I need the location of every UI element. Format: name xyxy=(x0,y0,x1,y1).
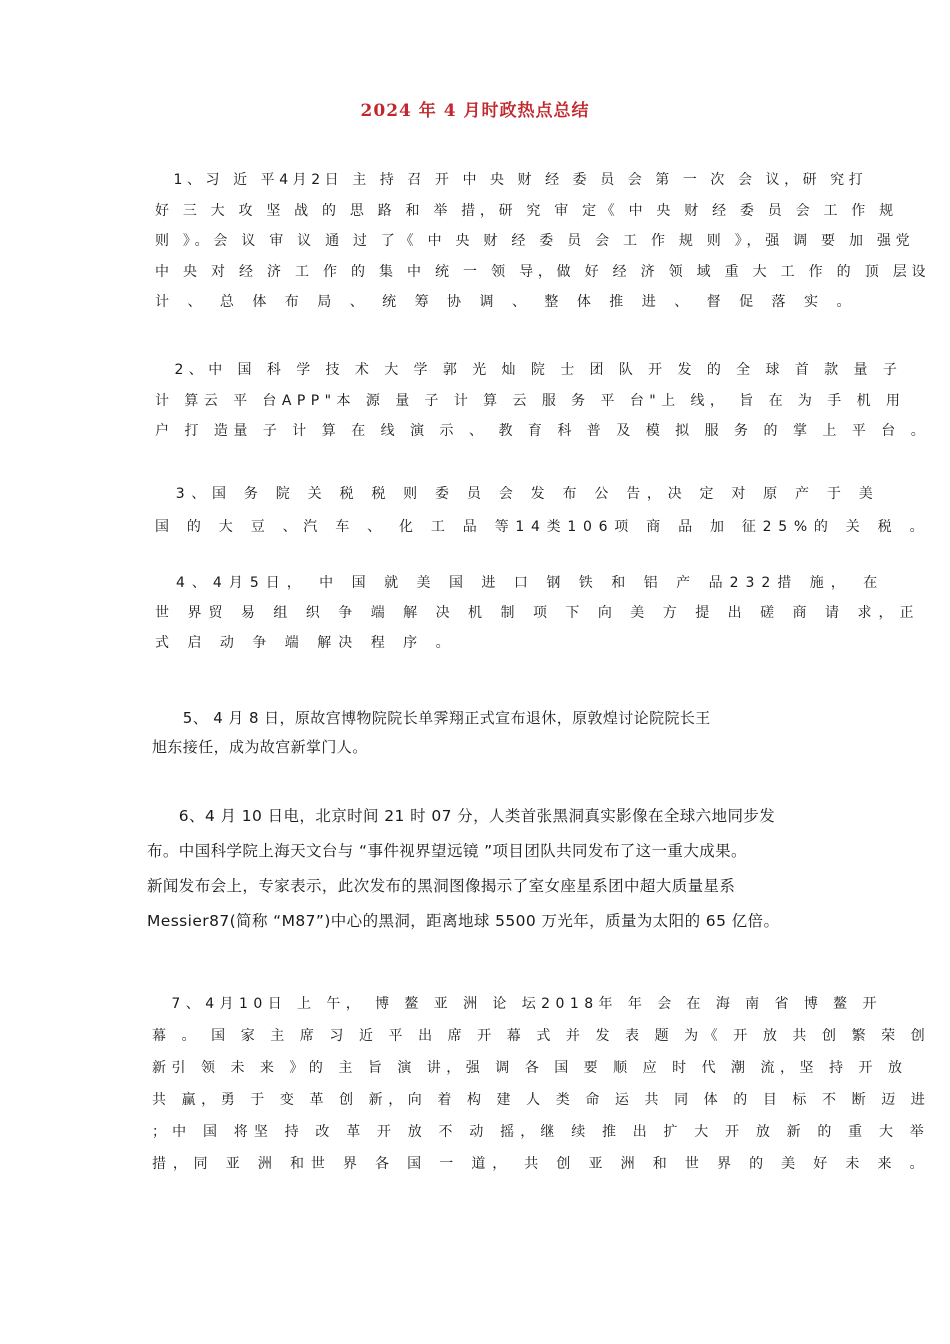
paragraph-3 xyxy=(155,478,930,544)
text-line: 7、4月10日 上 午， 博 鳌 亚 洲 论 坛2018年 年 会 在 海 南 省 博 鳌 开 xyxy=(152,996,882,1012)
paragraph-2 xyxy=(155,355,930,447)
text-line: 世 界贸 易 组 织 争 端 解 决 机 制 项 下 向 美 方 提 出 磋 商 请 求，正 xyxy=(155,605,921,621)
text-line: 幕 。 国 家 主 席 习 近 平 出 席 开 幕 式 并 发 表 题 为《 开 放 共 创 繁 荣 创 xyxy=(152,1028,931,1044)
text-line: 措，同 亚 洲 和世 界 各 国 一 道， 共 创 亚 洲 和 世 界 的 美 好 未 来 。 xyxy=(152,1156,931,1172)
document-title: 2024 年 4 月时政热点总结 xyxy=(360,101,590,121)
text-line: 计 、 总 体 布 局 、 统 筹 协 调 、 整 体 推 进 、 督 促 落 实 。 xyxy=(155,294,858,310)
text-line: 新闻发布会上，专家表示，此次发布的黑洞图像揭示了室女座星系团中超大质量星系 xyxy=(147,877,736,895)
text-line: 户 打 造量 子 计 算 在 线 演 示 、 教 育 科 普 及 模 拟 服 务 的 掌 上 平 台 。 xyxy=(155,423,931,439)
text-line: 好 三 大 攻 坚 战 的 思 路 和 举 措，研 究 审 定《 中 央 财 经 委 员 会 工 作 规 xyxy=(155,202,898,219)
text-line: 布。中国科学院上海天文台与 “事件视界望远镜 ”项目团队共同发布了这一重大成果。 xyxy=(147,842,747,860)
text-line: 6、4 月 10 日电，北京时间 21 时 07 分，人类首张黑洞真实影像在全球六地同步发 xyxy=(147,807,776,825)
text-line: 共 赢，勇 于 变 革 创 新，向 着 构 建 人 类 命 运 共 同 体 的 目 标 不 断 迈 进 xyxy=(152,1092,931,1108)
paragraph-6 xyxy=(147,799,779,939)
paragraph-7 xyxy=(152,988,930,1180)
text-line: 中 央 对 经 济 工 作 的 集 中 统 一 领 导，做 好 经 济 领 域 重 大 工 作 的 顶 层设 xyxy=(155,263,931,280)
text-line: 1、习 近 平4月2日 主 持 召 开 中 央 财 经 委 员 会 第 一 次 会 议，研 究打 xyxy=(155,172,868,188)
text-line: 式 启 动 争 端 解决 程 序 。 xyxy=(155,635,457,651)
text-line: 3、国 务 院 关 税 税 则 委 员 会 发 布 公 告，决 定 对 原 产 于 美 xyxy=(155,486,880,502)
text-line: Messier87(简称 “M87”)中心的黑洞，距离地球 5500 万光年，质量为太阳的 65 亿倍。 xyxy=(147,912,780,930)
text-line: 则 》。会 议 审 议 通 过 了《 中 央 财 经 委 员 会 工 作 规 则 》，强 调 要 加 强党 xyxy=(155,233,915,249)
text-line: ；中 国 将坚 持 改 革 开 放 不 动 摇，继 续 推 出 扩 大 开 放 新 的 重 大 举 xyxy=(152,1124,930,1140)
text-line: 国 的 大 豆 、汽 车 、 化 工 品 等14类106项 商 品 加 征25%的 关 税 。 xyxy=(155,519,931,535)
text-line: 新引 领 未 来 》的 主 旨 演 讲，强 调 各 国 要 顺 应 时 代 潮 流，坚 持 开 放 xyxy=(152,1060,908,1076)
text-line: 5、 4 月 8 日，原故宫博物院院长单霁翔正式宣布退休，原敦煌讨论院院长王 xyxy=(152,709,711,727)
text-line: 4、4月5日， 中 国 就 美 国 进 口 钢 铁 和 铝 产 品232措 施， 在 xyxy=(155,575,885,591)
text-line: 旭东接任，成为故宫新掌门人。 xyxy=(152,738,368,756)
text-line: 2、中 国 科 学 技 术 大 学 郭 光 灿 院 士 团 队 开 发 的 全 球 首 款 量 子 xyxy=(155,362,903,378)
paragraph-4 xyxy=(155,568,920,658)
text-line: 计 算云 平 台APP"本 源 量 子 计 算 云 服 务 平 台"上 线， 旨 在 为 手 机 用 xyxy=(155,392,906,409)
paragraph-5 xyxy=(152,704,711,762)
paragraph-1 xyxy=(155,165,930,318)
